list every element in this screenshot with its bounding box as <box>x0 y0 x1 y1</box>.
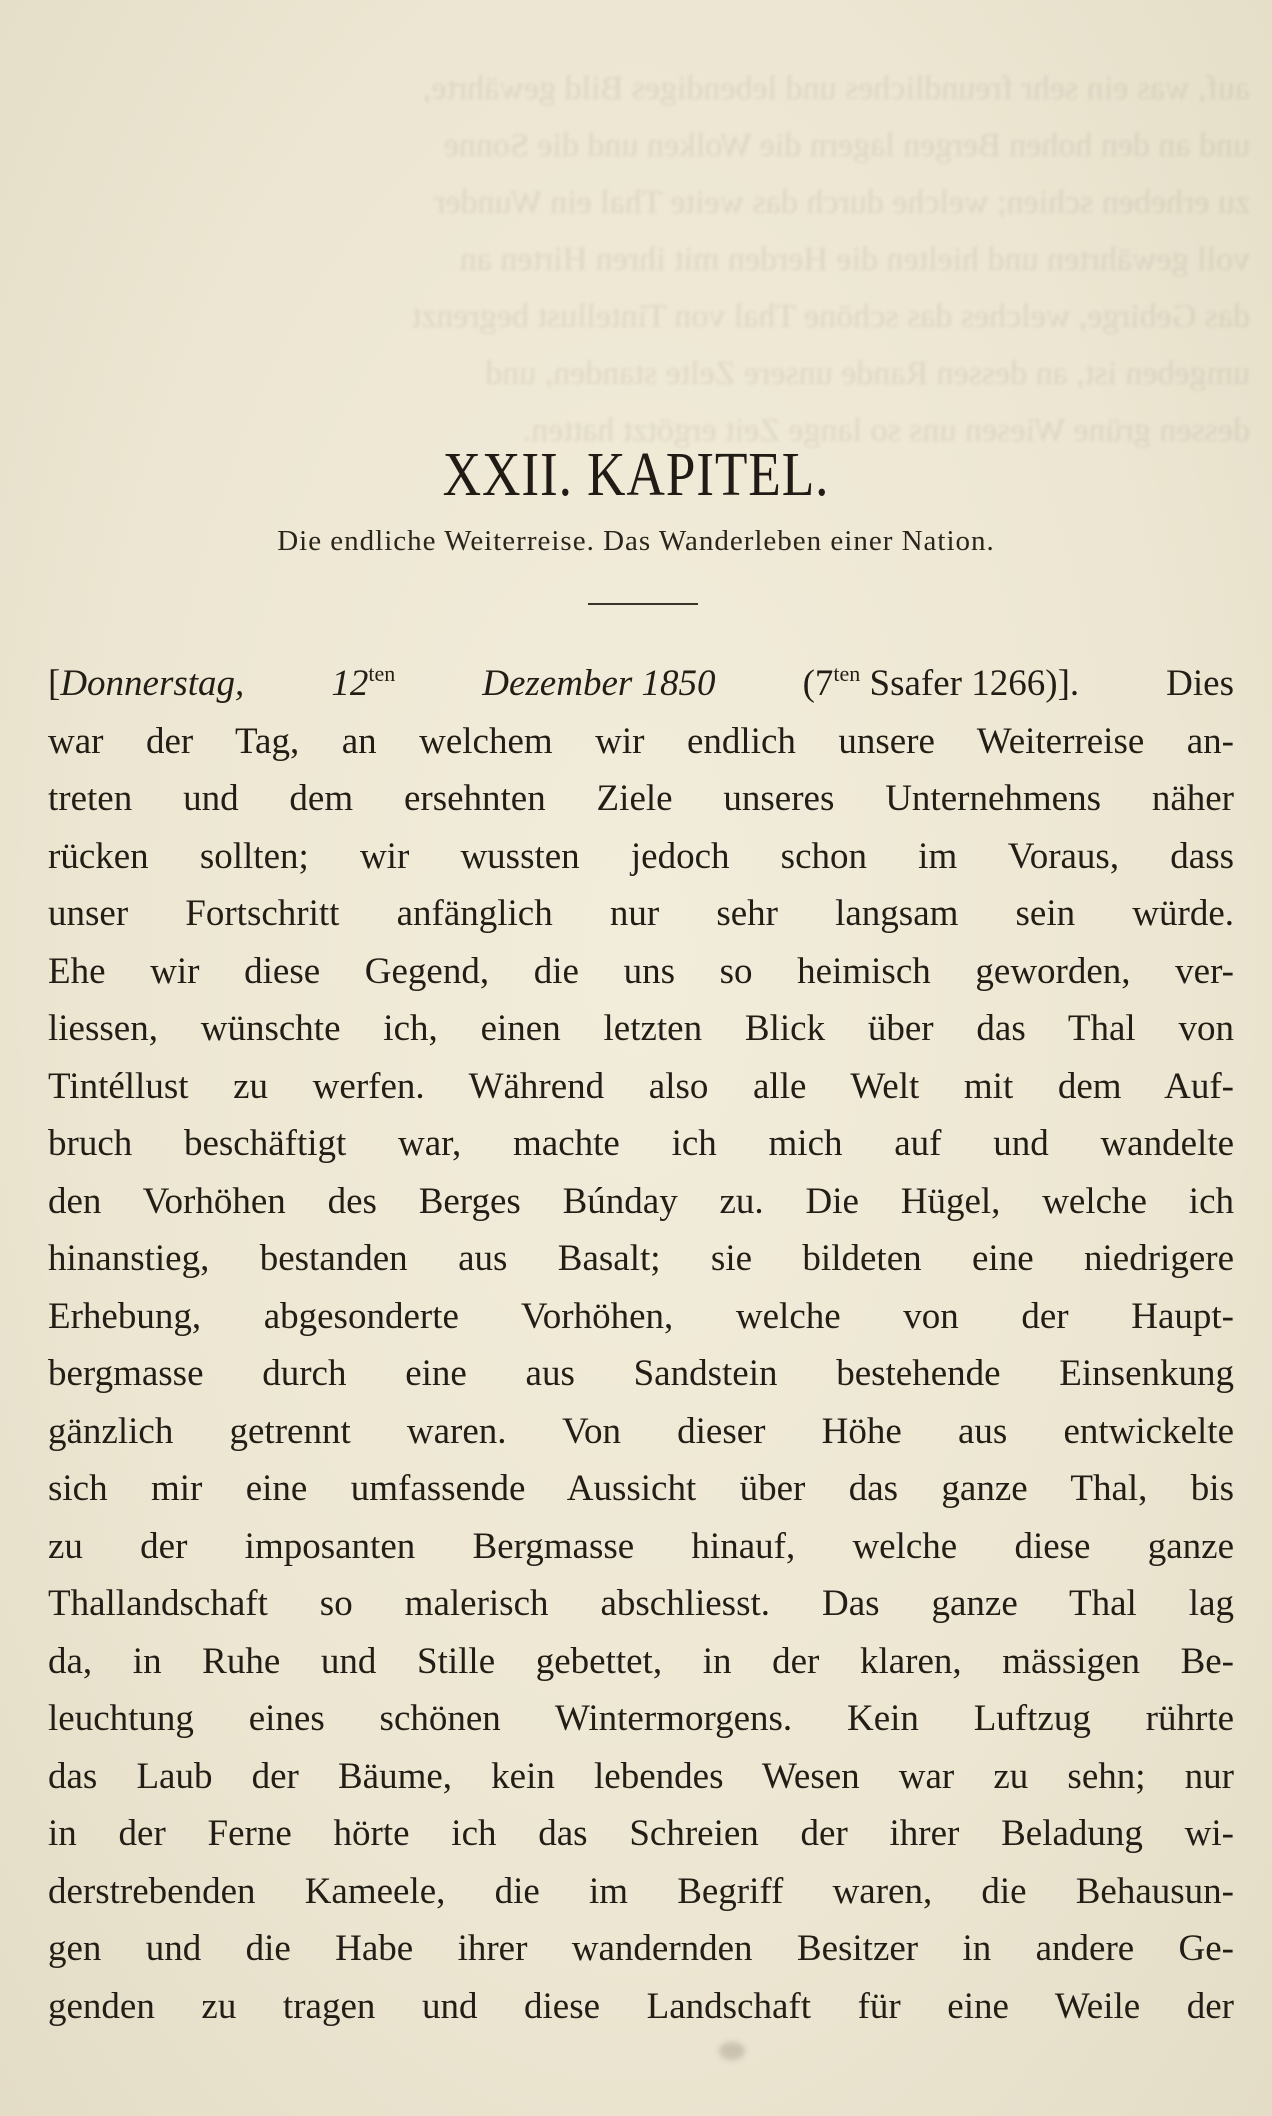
text-line: unser Fortschritt anfänglich nur sehr langsam sein würde. <box>48 893 1234 934</box>
show-through-text <box>40 60 1250 480</box>
show-through-line: und an den hohen Bergen lagern die Wolken und die Sonne <box>443 127 1250 164</box>
text-line: hinanstieg, bestanden aus Basalt; sie bildeten eine niedrigere <box>48 1238 1234 1279</box>
dateline-first-word: Dies <box>1166 663 1234 704</box>
dateline <box>48 655 1234 713</box>
paper-stain <box>719 2042 745 2060</box>
text-line: in der Ferne hörte ich das Schreien der ihrer Beladung wi- <box>48 1813 1234 1854</box>
text-line: derstrebenden Kameele, die im Begriff waren, die Behausun- <box>48 1870 1234 1912</box>
islamic-date: ($7^{ten}$ Ssafer 1266)]. <box>802 661 1080 704</box>
dateline-month-year: Dezember 1850 <box>482 663 716 704</box>
text-line: leuchtung eines schönen Wintermorgens. Kein Luftzug rührte <box>48 1698 1234 1739</box>
chapter-title: XXII. KAPITEL. <box>442 441 830 509</box>
chapter-body <box>48 655 1234 2035</box>
show-through-line: dessen grüne Wiesen uns so lange Zeit ergötzt hatten. <box>522 412 1250 449</box>
text-line: gänzlich getrennt waren. Von dieser Höhe aus entwickelte <box>48 1410 1234 1452</box>
show-through-line: auf, was ein sehr freundliches und lebendiges Bild gewährte, <box>422 70 1250 107</box>
text-line: sich mir eine umfassende Aussicht über das ganze Thal, bis <box>48 1468 1234 1509</box>
paragraph <box>48 713 1234 2036</box>
text-line: Ehe wir diese Gegend, die uns so heimisch geworden, ver- <box>48 950 1234 992</box>
text-line: bruch beschäftigt war, machte ich mich auf und wandelte <box>48 1123 1234 1164</box>
text-line: Tintéllust zu werfen. Während also alle Welt mit dem Auf- <box>48 1065 1234 1107</box>
dateline-day: $12^{ten}$ <box>331 661 396 704</box>
text-line: genden zu tragen und diese Landschaft für eine Weile der <box>48 1985 1234 2027</box>
divider-rule <box>588 603 698 605</box>
text-line: liessen, wünschte ich, einen letzten Blick über das Thal von <box>48 1008 1234 1049</box>
text-line: gen und die Habe ihrer wandernden Besitzer in andere Ge- <box>48 1928 1234 1969</box>
show-through-line: voll gewährten und hielten die Herden mit ihren Hirten an <box>459 241 1250 278</box>
dateline-date: [Donnerstag, <box>48 663 245 704</box>
text-line: das Laub der Bäume, kein lebendes Wesen war zu sehn; nur <box>48 1755 1234 1797</box>
text-line: treten und dem ersehnten Ziele unseres Unternehmens näher <box>48 778 1234 819</box>
text-line: da, in Ruhe und Stille gebettet, in der klaren, mässigen Be- <box>48 1640 1234 1682</box>
text-line: Thallandschaft so malerisch abschliesst. Das ganze Thal lag <box>48 1583 1234 1624</box>
show-through-line: zu erheben schien; welche durch das weite Thal ein Wunder <box>434 184 1250 221</box>
text-line: war der Tag, an welchem wir endlich unsere Weiterreise an- <box>48 720 1234 762</box>
weekday: Donnerstag, <box>60 663 245 704</box>
text-line: den Vorhöhen des Berges Búnday zu. Die Hügel, welche ich <box>48 1180 1234 1222</box>
text-line: bergmasse durch eine aus Sandstein bestehende Einsenkung <box>48 1353 1234 1394</box>
text-line: zu der imposanten Bergmasse hinauf, welche diese ganze <box>48 1525 1234 1567</box>
chapter-subtitle: Die endliche Weiterreise. Das Wanderleben einer Nation. <box>277 525 995 557</box>
text-line: Erhebung, abgesonderte Vorhöhen, welche von der Haupt- <box>48 1295 1234 1337</box>
show-through-line: das Gebirge, welches das schöne Thal von Tintellust begrenzt <box>411 298 1250 335</box>
text-line: rücken sollten; wir wussten jedoch schon im Voraus, dass <box>48 835 1234 877</box>
show-through-line: umgeben ist, an dessen Rande unsere Zelte standen, und <box>485 355 1250 392</box>
